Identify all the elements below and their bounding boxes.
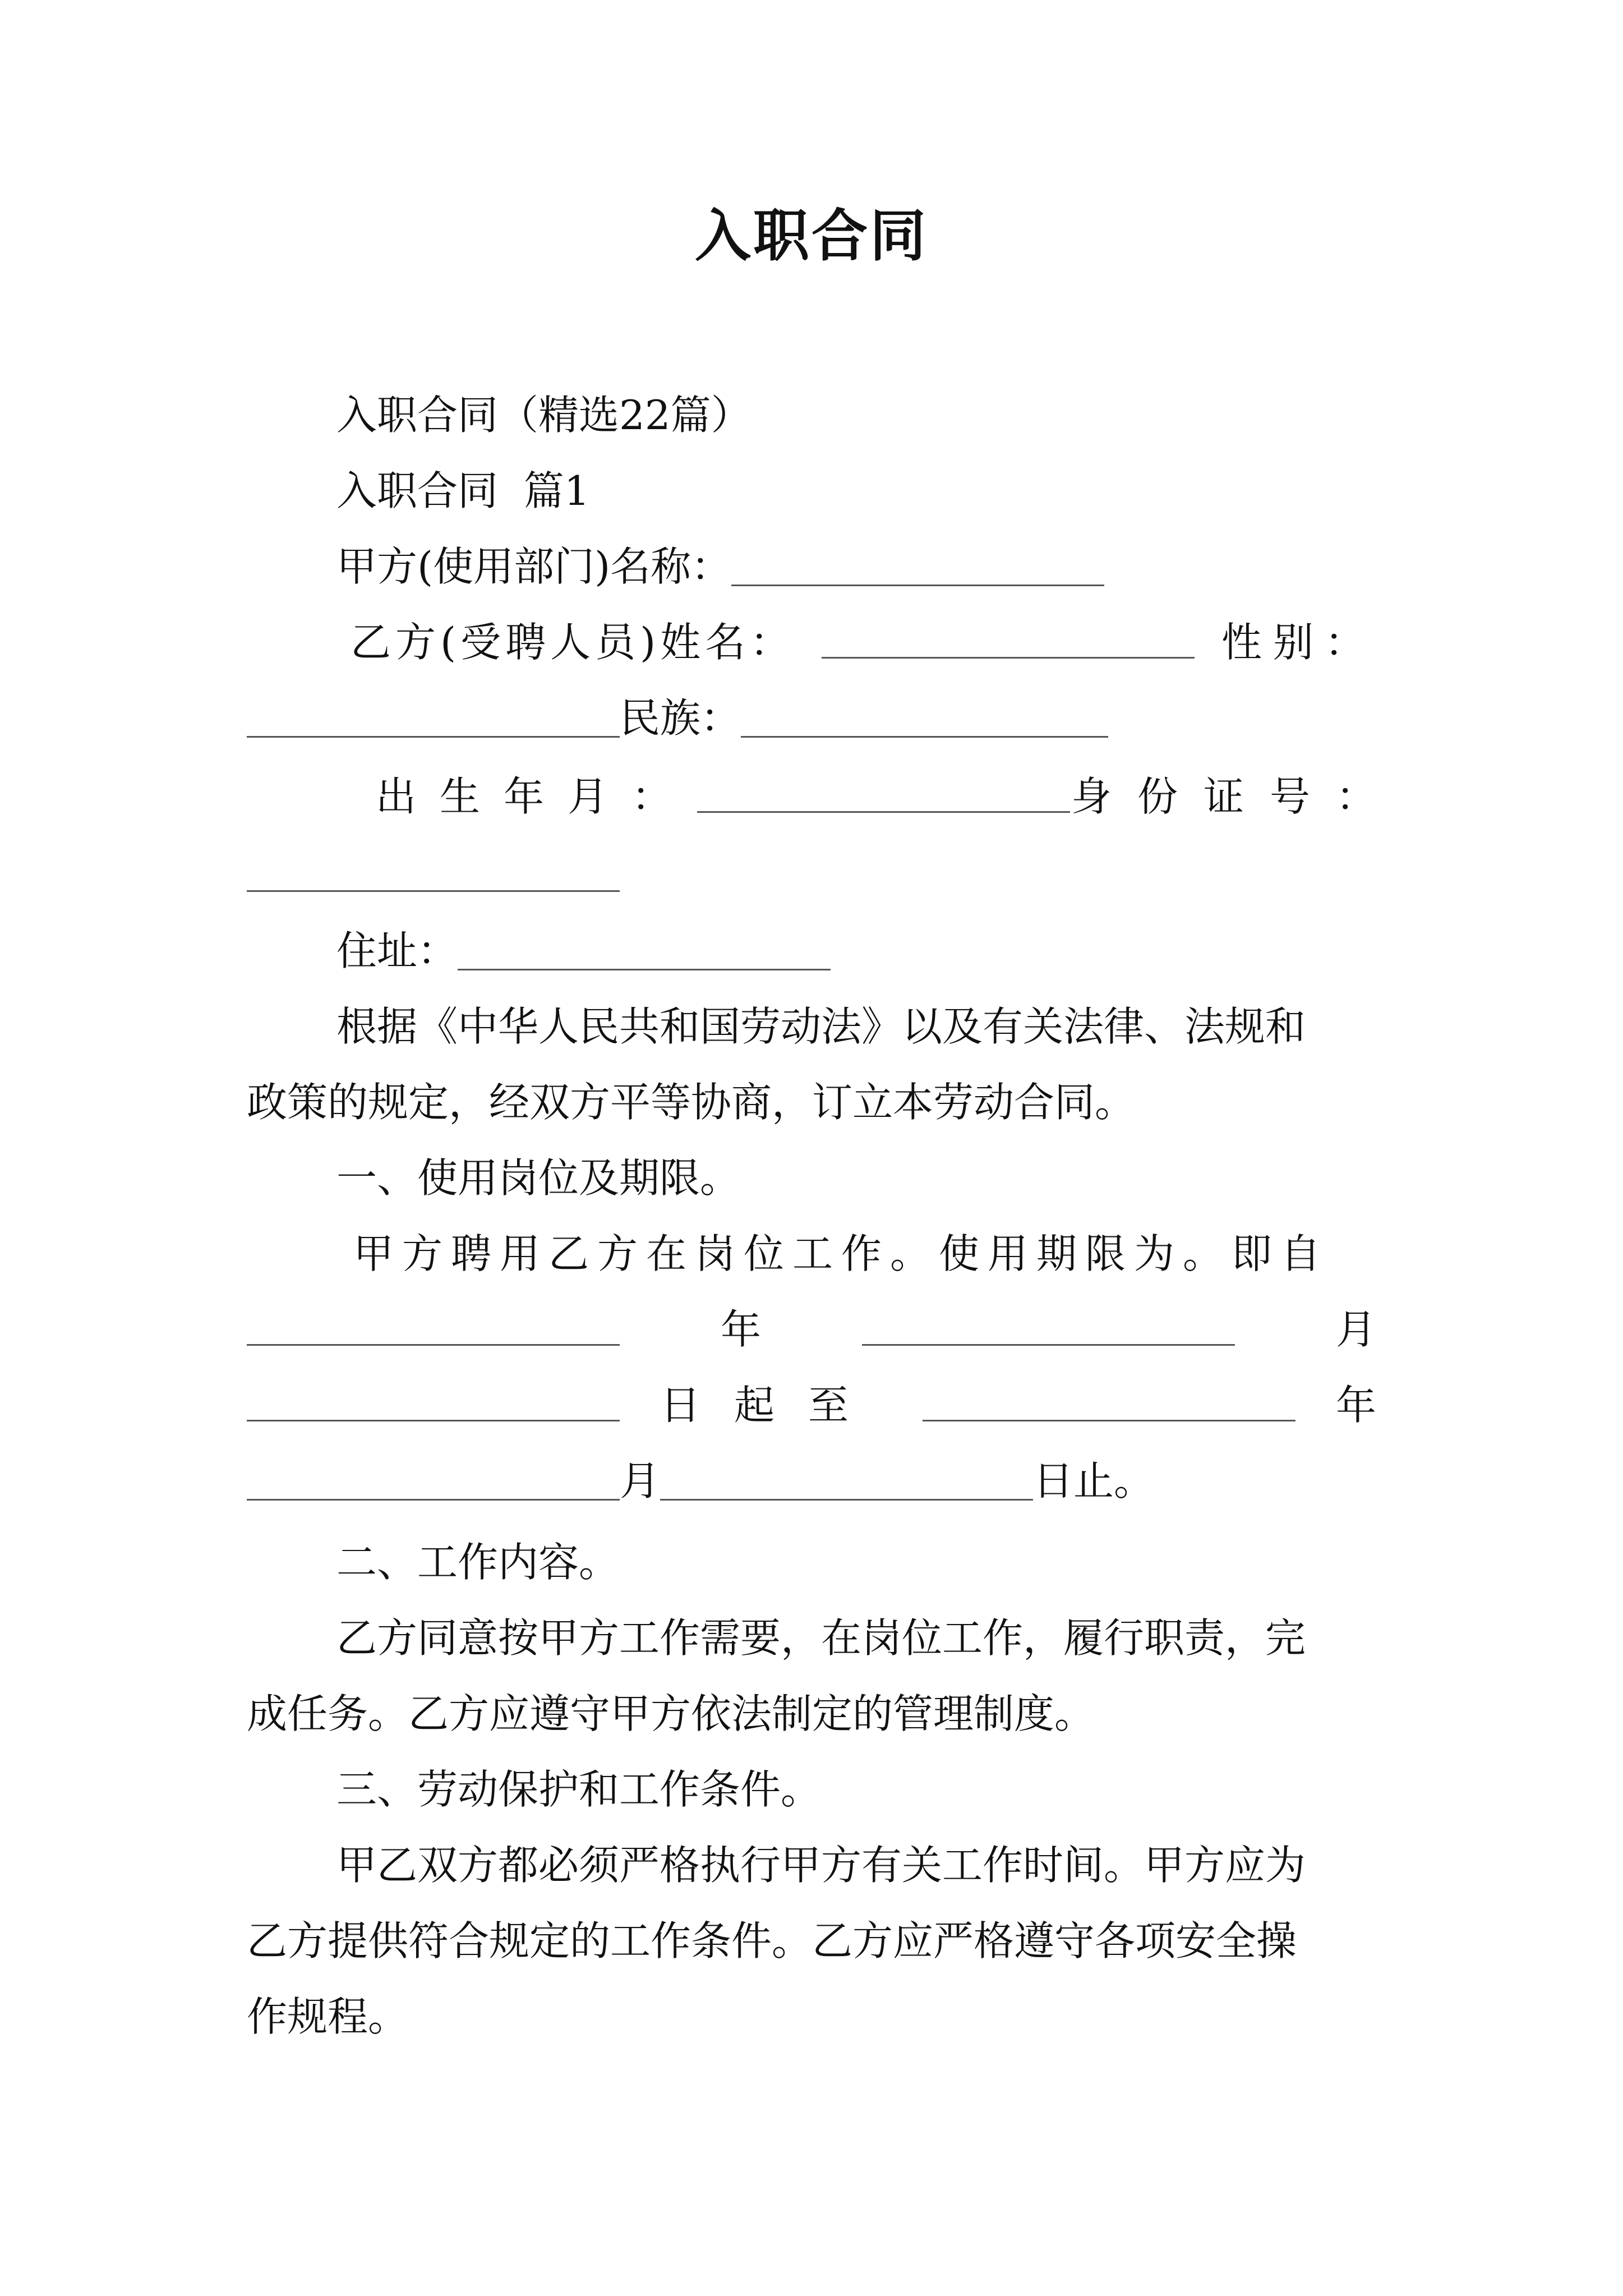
month-label: 月 — [1335, 1306, 1376, 1353]
paragraph-line — [247, 1064, 1376, 1140]
id-number-label: 身份证号： — [1071, 773, 1402, 820]
party-b-name-blank[interactable] — [822, 656, 1195, 659]
birth-id-line — [247, 758, 1402, 835]
section-heading-text: 入职合同 篇1 — [336, 467, 590, 514]
ethnicity-label: 民族： — [620, 694, 741, 742]
day-end-label: 日止。 — [1033, 1457, 1155, 1504]
section-heading-text: 三、劳动保护和工作条件。 — [336, 1766, 822, 1813]
gender-blank[interactable] — [247, 735, 620, 738]
year-label: 年 — [720, 1306, 761, 1353]
month-label: 月 — [620, 1457, 661, 1504]
gender-label: 性别： — [1221, 619, 1376, 666]
party-a-name-label: 甲方(使用部门)名称： — [336, 543, 732, 590]
section-heading-text: 一、使用岗位及期限。 — [336, 1154, 741, 1202]
end-day-blank[interactable] — [660, 1498, 1033, 1501]
section-heading-line — [247, 1524, 1376, 1600]
party-b-name-label: 乙方(受聘人员)姓名： — [351, 619, 795, 666]
party-b-name-line — [247, 604, 1376, 680]
subtitle-text: 入职合同（精选22篇） — [336, 392, 751, 439]
section-heading-line — [247, 1140, 1376, 1216]
subtitle-line — [247, 377, 1376, 453]
paragraph-text: 根据《中华人民共和国劳动法》以及有关法律、法规和 — [336, 1003, 1306, 1050]
start-day-blank[interactable] — [247, 1419, 620, 1421]
paragraph-text: 作规程。 — [247, 1993, 409, 2040]
paragraph-line — [247, 1903, 1376, 1979]
end-month-blank[interactable] — [247, 1498, 620, 1501]
party-a-name-line — [247, 528, 1376, 605]
address-line — [247, 913, 1376, 989]
end-year-blank[interactable] — [923, 1419, 1295, 1421]
section-heading-line — [247, 1751, 1376, 1828]
address-blank[interactable] — [458, 968, 831, 970]
section-heading-line — [247, 453, 1376, 529]
address-label: 住址： — [336, 927, 458, 974]
paragraph-line — [247, 1676, 1376, 1752]
start-blank-a[interactable] — [247, 1343, 620, 1346]
date-end-line — [247, 1443, 1376, 1519]
paragraph-text: 成任务。乙方应遵守甲方依法制定的管理制度。 — [247, 1690, 1095, 1737]
section-heading-text: 二、工作内容。 — [336, 1539, 620, 1586]
date-middle-line — [247, 1367, 1376, 1443]
paragraph-line — [247, 1216, 1376, 1292]
ethnicity-blank[interactable] — [741, 735, 1108, 738]
paragraph-text: 甲乙双方都必须严格执行甲方有关工作时间。甲方应为 — [336, 1842, 1306, 1889]
id-number-blank[interactable] — [247, 889, 620, 892]
paragraph-text: 政策的规定，经双方平等协商，订立本劳动合同。 — [247, 1079, 1136, 1126]
paragraph-line — [247, 988, 1376, 1065]
birth-date-blank[interactable] — [697, 810, 1070, 813]
start-blank-b[interactable] — [862, 1343, 1235, 1346]
paragraph-text: 乙方同意按甲方工作需要，在岗位工作，履行职责，完 — [336, 1614, 1306, 1662]
paragraph-line — [247, 1827, 1376, 1903]
party-a-name-blank[interactable] — [731, 583, 1104, 586]
paragraph-line — [247, 1978, 1376, 2055]
id-number-blank-line — [247, 834, 1376, 910]
document-title: 入职合同 — [695, 203, 928, 269]
day-from-label: 日起至 — [660, 1382, 882, 1429]
birth-date-label: 出生年月： — [376, 773, 696, 820]
ethnicity-line — [247, 680, 1376, 756]
paragraph-text: 甲方聘用乙方在岗位工作。使用期限为。即自 — [353, 1230, 1330, 1277]
year-label: 年 — [1335, 1382, 1376, 1429]
paragraph-line — [247, 1600, 1376, 1676]
paragraph-text: 乙方提供符合规定的工作条件。乙方应严格遵守各项安全操 — [247, 1917, 1297, 1964]
date-start-line — [247, 1291, 1376, 1368]
